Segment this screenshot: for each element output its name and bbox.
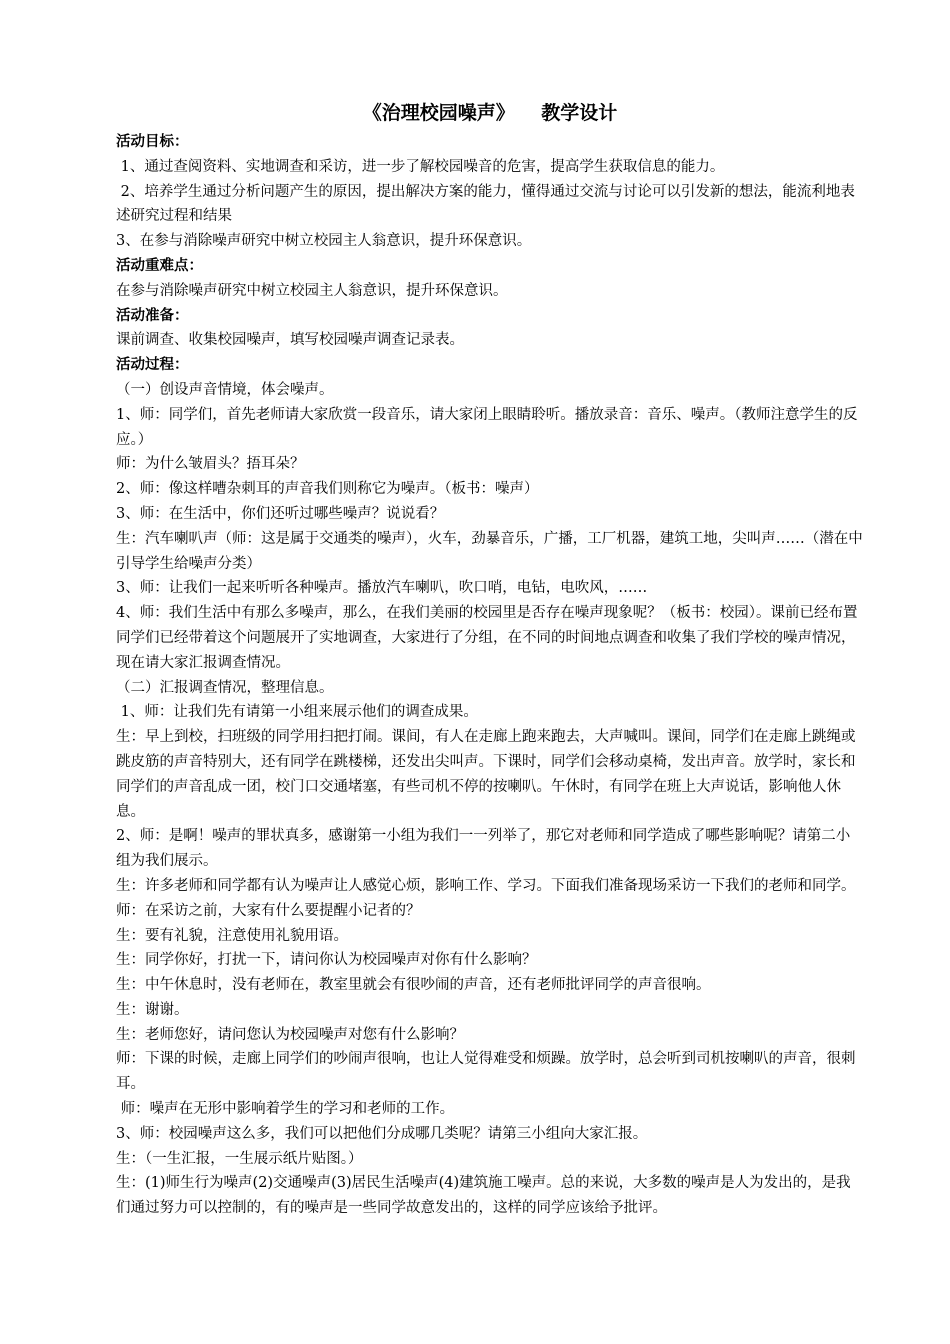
paragraph: 生：中午休息时，没有老师在，教室里就会有很吵闹的声音，还有老师批评同学的声音很响。 — [116, 977, 711, 994]
paragraph: 1、通过查阅资料、实地调查和采访，进一步了解校园噪音的危害，提高学生获取信息的能力。 — [116, 158, 725, 175]
section-heading: 活动过程： — [116, 356, 189, 374]
paragraph: 2、师：像这样嘈杂刺耳的声音我们则称它为噪声。（板书：噪声） — [116, 481, 539, 498]
section-heading: 活动目标： — [116, 133, 189, 150]
paragraph: 生：同学你好，打扰一下，请问你认为校园噪声对你有什么影响？ — [116, 952, 537, 969]
document-body — [116, 130, 864, 1221]
paragraph: 师：为什么皱眉头？捂耳朵？ — [116, 456, 305, 473]
paragraph: 生：早上到校，扫班级的同学用扫把打闹。课间，有人在走廊上跑来跑去，大声喊叫。课间，同学们在走廊上跳绳或跳皮筋的声音特别大，还有同学在跳楼梯，还发出尖叫声。下课时，同学们会移动桌椅，发出声音。放学时，家长和同学们的声音乱成一团，校门口交通堵塞，有些司机不停的按喇叭。午休时，有同学在班上大声说话，影响他人休息。 — [116, 729, 856, 820]
paragraph: 生：要有礼貌，注意使用礼貌用语。 — [116, 927, 348, 944]
paragraph: 3、师：在生活中，你们还听过哪些噪声？说说看？ — [116, 505, 445, 522]
paragraph: 1、师：同学们，首先老师请大家欣赏一段音乐，请大家闭上眼睛聆听。播放录音：音乐、噪声。（教师注意学生的反应。） — [116, 406, 858, 448]
paragraph: 3、师：校园噪声这么多，我们可以把他们分成哪几类呢？请第三小组向大家汇报。 — [116, 1125, 648, 1142]
paragraph: （一）创设声音情境，体会噪声。 — [116, 381, 334, 398]
paragraph: 生：(1)师生行为噪声(2)交通噪声(3)居民生活噪声(4)建筑施工噪声。总的来说，大多数的噪声是人为发出的，是我们通过努力可以控制的，有的噪声是一些同学故意发出的，这样的同学应该给予批评。 — [116, 1175, 851, 1217]
paragraph: 1、师：让我们先有请第一小组来展示他们的调查成果。 — [116, 704, 478, 721]
paragraph: 生：（一生汇报，一生展示纸片贴图。） — [116, 1150, 363, 1167]
paragraph: 2、培养学生通过分析问题产生的原因，提出解决方案的能力，懂得通过交流与讨论可以引发新的想法，能流利地表述研究过程和结果 — [116, 183, 855, 225]
paragraph: 生：汽车喇叭声（师：这是属于交通类的噪声），火车，劲暴音乐，广播，工厂机器，建筑工地，尖叫声……（潜在中引导学生给噪声分类） — [116, 530, 863, 572]
paragraph: 在参与消除噪声研究中树立校园主人翁意识，提升环保意识。 — [116, 282, 508, 299]
paragraph: 3、师：让我们一起来听听各种噪声。播放汽车喇叭，吹口哨，电钻，电吹风，…… — [116, 580, 648, 597]
section-heading: 活动准备： — [116, 306, 189, 324]
document-title: 《治理校园噪声》 教学设计 — [362, 102, 618, 124]
section-heading: 活动重难点： — [116, 256, 203, 274]
paragraph: 3、在参与消除噪声研究中树立校园主人翁意识，提升环保意识。 — [116, 233, 532, 250]
paragraph: 生：许多老师和同学都有认为噪声让人感觉心烦，影响工作、学习。下面我们准备现场采访一下我们的老师和同学。 — [116, 877, 856, 894]
paragraph: 师：下课的时候，走廊上同学们的吵闹声很响，也让人觉得难受和烦躁。放学时，总会听到司机按喇叭的声音，很刺耳。 — [116, 1051, 856, 1093]
paragraph: 师：噪声在无形中影响着学生的学习和老师的工作。 — [116, 1101, 455, 1118]
paragraph: 2、师：是啊！噪声的罪状真多，感谢第一小组为我们一一列举了，那它对老师和同学造成了哪些影响呢？请第二小组为我们展示。 — [116, 828, 851, 870]
paragraph: 生：谢谢。 — [116, 1001, 189, 1018]
paragraph: 课前调查、收集校园噪声，填写校园噪声调查记录表。 — [116, 332, 464, 349]
paragraph: 师：在采访之前，大家有什么要提醒小记者的？ — [116, 902, 421, 919]
paragraph: 4、师：我们生活中有那么多噪声，那么，在我们美丽的校园里是否存在噪声现象呢？（板书：校园）。课前已经布置同学们已经带着这个问题展开了实地调查，大家进行了分组，在不同的时间地点调查和收集了我们学校的噪声情况，现在请大家汇报调查情况。 — [116, 605, 858, 671]
paragraph: （二）汇报调查情况，整理信息。 — [116, 679, 334, 696]
paragraph: 生：老师您好，请问您认为校园噪声对您有什么影响？ — [116, 1026, 464, 1043]
